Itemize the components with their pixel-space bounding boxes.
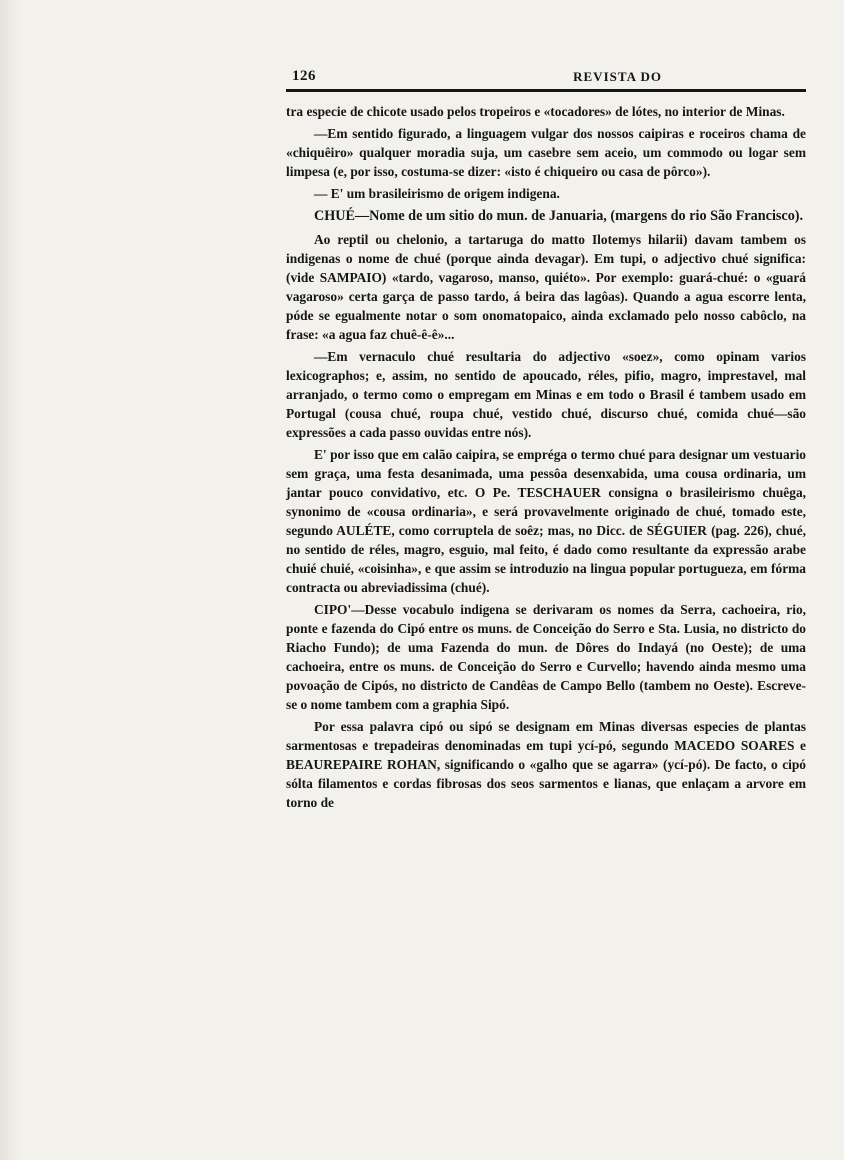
page-edge-shadow [0,0,22,1160]
paragraph-chue-reptil: Ao reptil ou chelonio, a tartaruga do matto Ilotemys hilarii) davam tambem os indigenas o nome de chué (porque ainda devagar). Em tupi, o adjectivo chué significa: (vide SAMPAIO) «tardo, vagaroso, manso, quiéto». Por exemplo: guará-chué: o «guará vagaroso» certa garça de passo tardo, á beira das lagôas). Quando a agua escorre lenta, póde se egualmente notar o som onomatopaico, ainda exclamado pelo nosso cabôclo, na frase: «a agua faz chuê-ê-ê»... [286,232,806,342]
paragraph-chue-calao: E' por isso que em calão caipira, se empréga o termo chué para designar um vestuario sem graça, uma festa desanimada, uma pessôa desenxabida, uma cousa ordinaria, um jantar pouco convidativo, etc. O Pe. TESCHAUER consigna o brasileirismo chuêga, synonimo de «cousa ordinaria», e será provavelmente originado de chué, tomado este, segundo AULÉTE, como corruptela de soêz; mas, no Dicc. de SÉGUIER (pag. 226), chué, no sentido de réles, magro, esguio, mal feito, é dado como resultante da expressão arabe chuié chuié, «coisinha», e que assim se introduzio na lingua popular portugueza, em fórma contracta ou abreviadissima (chué). [286,447,806,595]
page-header [286,68,806,87]
paragraph-cipo-plants: Por essa palavra cipó ou sipó se designam em Minas diversas especies de plantas sarmentosas e trepadeiras denominadas em tupi ycí-pó, segundo MACEDO SOARES e BEAUREPAIRE ROHAN, significando o «galho que se agarra» (ycí-pó). De facto, o cipó sólta filamentos e cordas fibrosas dos seos sarmentos e lianas, que enlaçam a arvore em torno de [286,719,806,810]
paragraph-figurative-sense: —Em sentido figurado, a linguagem vulgar dos nossos caipiras e roceiros chama de «chiquêiro» qualquer moradia suja, um casebre sem aceio, um commodo ou logar sem limpesa (e, por isso, costuma-se dizer: «isto é chiqueiro ou casa de pôrco»). [286,126,806,179]
page-number: 126 [292,68,316,84]
header-rule [286,89,806,92]
body-text [286,102,806,812]
paragraph-brasileirismo: — E' um brasileirismo de origem indigena. [314,186,560,201]
paragraph-cipo-entry: CIPO'—Desse vocabulo indigena se derivaram os nomes da Serra, cachoeira, rio, ponte e fazenda do Cipó entre os muns. de Conceição do Serro e Sta. Lusia, no districto do Riacho Fundo); de uma Fazenda do mun. de Dôres do Indayá (no Oeste); de uma cachoeira, entre os muns. de Conceição do Serro e Curvello; havendo ainda mesmo uma povoação de Cipós, no districto de Candêas de Campo Bello (tambem no Oeste). Escreve-se o nome tambem com a graphia Sipó. [286,602,806,712]
running-title: REVISTA DO [573,69,662,84]
paragraph-chue-entry: CHUÉ—Nome de um sitio do mun. de Januaria, (margens do rio São Francisco). [314,208,804,224]
paragraph-chicote-continuation: tra especie de chicote usado pelos tropeiros e «tocadores» de lótes, no interior de Minas. [286,104,785,119]
paragraph-chue-vernaculo: —Em vernaculo chué resultaria do adjectivo «soez», como opinam varios lexicographos; e, assim, no sentido de apoucado, réles, pifio, magro, imprestavel, mal arranjado, o termo como o empregam em Minas e em todo o Brasil é tambem usado em Portugal (cousa chué, roupa chué, vestido chué, discurso chué, comida chué—são expressões a cada passo ouvidas entre nós). [286,349,806,440]
document-page [286,68,806,812]
